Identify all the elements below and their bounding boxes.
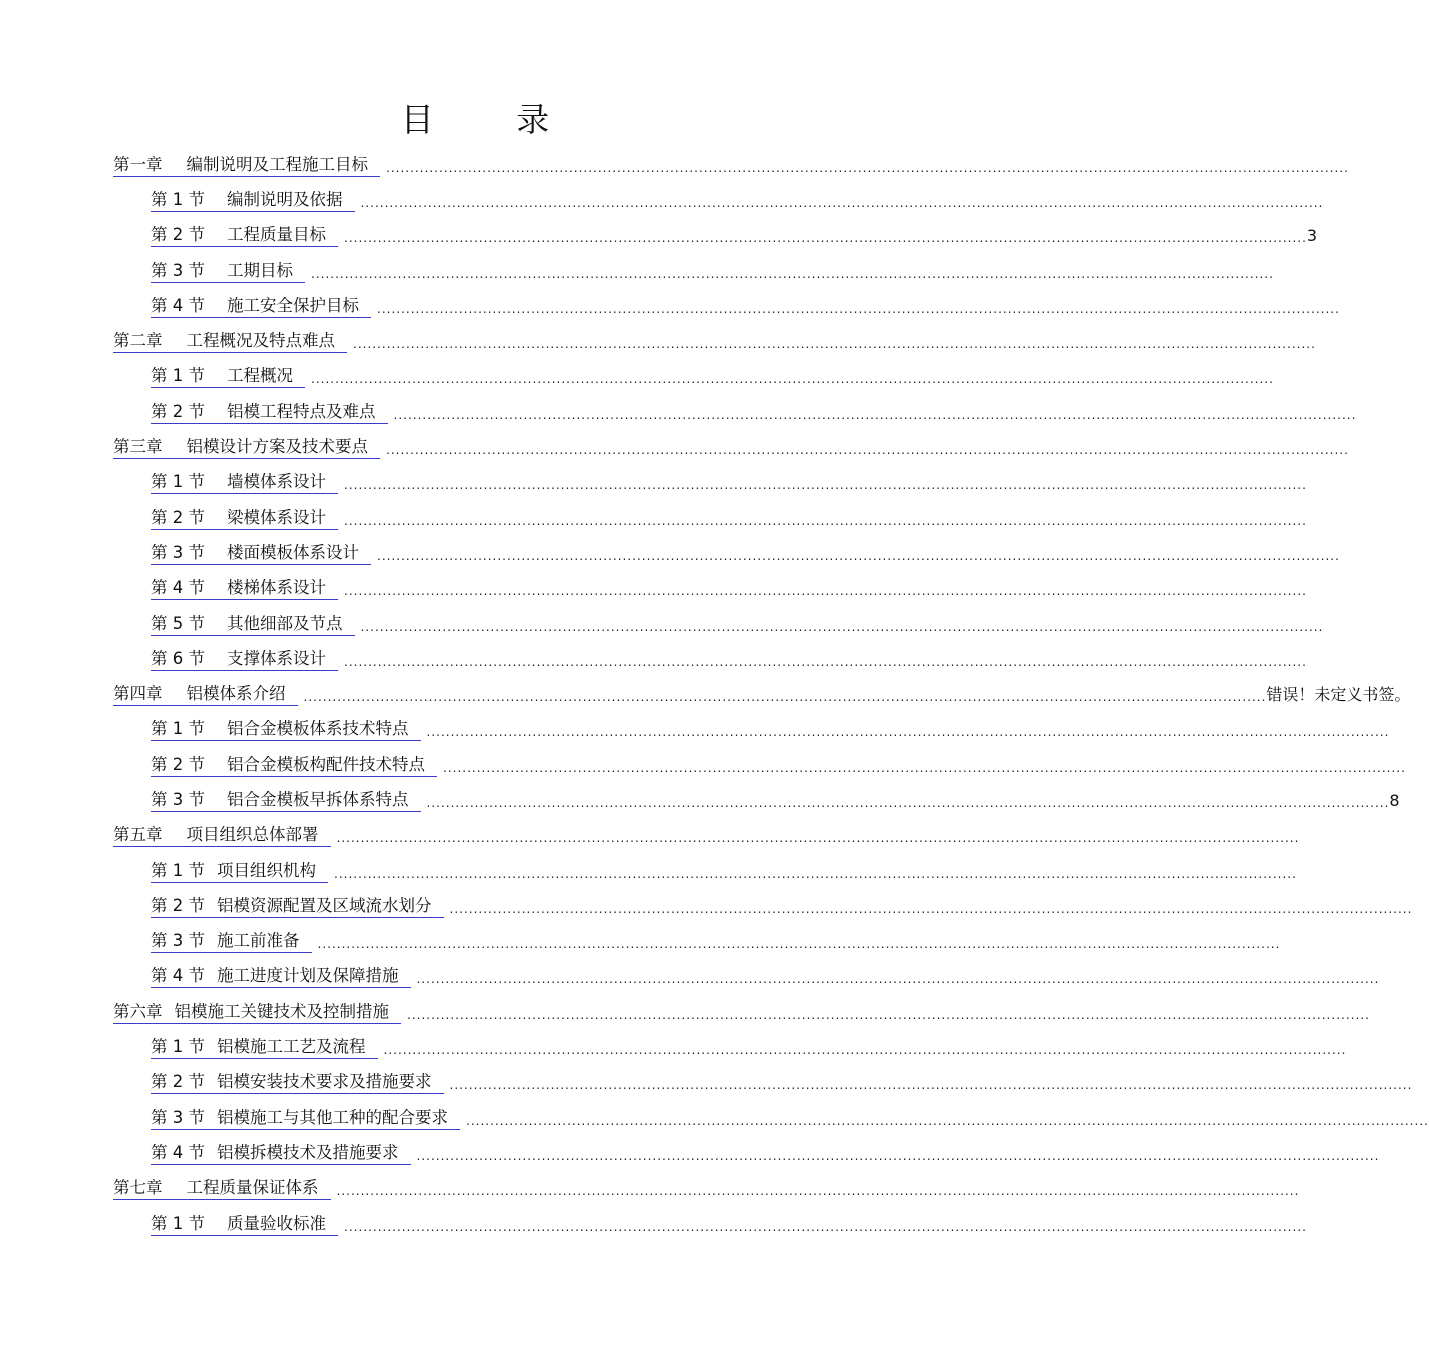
toc-entry-section[interactable] [0,783,1400,818]
toc-entry-number: 第 2 节 [151,507,205,527]
toc-entry-section[interactable] [0,642,1307,677]
toc-entry-number: 第 1 节 [151,189,205,209]
toc-entry-number: 第四章 [113,684,163,704]
dot-leader: ........................................................................................................................................................................................................ [353,337,1316,352]
toc-entry-title: 铝模施工关键技术及控制措施 [174,1001,389,1021]
toc-entry-link[interactable] [113,331,347,353]
toc-entry-number: 第 2 节 [151,754,205,774]
toc-entry-number: 第 3 节 [151,789,205,809]
toc-entry-number: 第 2 节 [151,401,205,421]
toc-entry-link[interactable] [151,261,305,283]
dot-leader: ........................................................................................................................................................................................................ [407,1007,1370,1022]
toc-entry-link[interactable] [113,684,298,706]
toc-page-number: 8 [1389,790,1400,810]
toc-entry-title: 工程质量保证体系 [186,1178,319,1198]
toc-entry-section[interactable] [0,395,1357,430]
dot-leader: ........................................................................................................................................................................................................ [386,443,1349,458]
toc-entry-number: 第二章 [113,331,163,351]
toc-entry-title: 工程质量目标 [227,225,326,245]
toc-entry-link[interactable] [151,614,355,636]
toc-entry-section[interactable] [0,1136,1380,1171]
dot-leader: ........................................................................................................................................................................................................ [426,795,1390,810]
dot-leader: ........................................................................................................................................................................................................ [377,301,1340,316]
toc-entry-link[interactable] [151,896,444,918]
toc-entry-link[interactable] [151,543,371,565]
toc-entry-title: 工期目标 [227,260,293,280]
dot-leader: ........................................................................................................................................................................................................ [426,725,1390,740]
toc-entry-number: 第 1 节 [151,366,205,386]
toc-entry-section[interactable] [0,748,1406,783]
dot-leader: ........................................................................................................................................................................................................ [466,1113,1429,1128]
toc-entry-number: 第 4 节 [151,1142,205,1162]
toc-entry-title: 铝模资源配置及区域流水划分 [217,895,432,915]
dot-leader: ........................................................................................................................................................................................................ [317,937,1281,952]
toc-entry-title: 其他细部及节点 [227,613,343,633]
toc-entry-title: 铝模施工与其他工种的配合要求 [217,1107,448,1127]
dot-leader: ........................................................................................................................................................................................................ [344,231,1307,246]
dot-leader: ........................................................................................................................................................................................................ [344,513,1307,528]
toc-entry-link[interactable] [113,155,380,177]
toc-entry-link[interactable] [113,1178,331,1200]
toc-entry-link[interactable] [151,366,305,388]
toc-entry-chapter[interactable] [0,677,1411,712]
dot-leader: ........................................................................................................................................................................................................ [344,584,1307,599]
toc-entry-section[interactable] [0,960,1380,995]
toc-entry-title: 质量验收标准 [227,1213,326,1233]
toc-entry-chapter[interactable] [0,819,1300,854]
toc-entry-title: 工程概况及特点难点 [186,331,335,351]
toc-entry-section[interactable] [0,501,1307,536]
toc-entry-section[interactable] [0,1207,1307,1242]
dot-leader: ........................................................................................................................................................................................................ [311,372,1274,387]
toc-entry-link[interactable] [151,649,338,671]
toc-entry-chapter[interactable] [0,1172,1300,1207]
toc-entry-link[interactable] [151,1214,338,1236]
toc-entry-title: 铝合金模板体系技术特点 [227,719,409,739]
toc-entry-title: 铝模安装技术要求及措施要求 [217,1072,432,1092]
toc-entry-title: 铝模设计方案及技术要点 [186,437,368,457]
toc-entry-title: 梁模体系设计 [227,507,326,527]
toc-page-number: 错误！未定义书签。 [1266,685,1411,705]
dot-leader: ........................................................................................................................................................................................................ [303,690,1267,705]
dot-leader: ........................................................................................................................................................................................................ [377,548,1340,563]
table-of-contents [0,148,1429,1242]
dot-leader: ........................................................................................................................................................................................................ [449,1078,1413,1093]
toc-entry-section[interactable] [0,219,1318,254]
toc-entry-number: 第六章 [113,1001,163,1021]
toc-entry-section[interactable] [0,289,1340,324]
toc-entry-link[interactable] [113,825,331,847]
page-title: 目 录 [400,100,586,139]
toc-entry-link[interactable] [151,931,312,953]
toc-entry-link[interactable] [151,966,411,988]
toc-entry-number: 第 1 节 [151,1037,205,1057]
toc-entry-link[interactable] [151,472,338,494]
toc-entry-title: 支撑体系设计 [227,648,326,668]
toc-entry-link[interactable] [151,1072,444,1094]
toc-entry-title: 铝合金模板早拆体系特点 [227,789,409,809]
toc-entry-section[interactable] [0,854,1297,889]
toc-entry-link[interactable] [151,190,355,212]
dot-leader: ........................................................................................................................................................................................................ [416,1148,1380,1163]
toc-entry-number: 第 3 节 [151,931,205,951]
toc-entry-link[interactable] [151,1143,411,1165]
toc-entry-title: 工程概况 [227,366,293,386]
dot-leader: ........................................................................................................................................................................................................ [344,478,1307,493]
toc-entry-title: 铝模体系介绍 [186,684,286,704]
toc-entry-section[interactable] [0,536,1340,571]
toc-entry-link[interactable] [151,1108,460,1130]
toc-entry-link[interactable] [151,296,371,318]
toc-entry-link[interactable] [151,719,421,741]
dot-leader: ........................................................................................................................................................................................................ [386,160,1349,175]
dot-leader: ........................................................................................................................................................................................................ [344,654,1307,669]
toc-entry-number: 第五章 [113,825,163,845]
toc-entry-section[interactable] [0,466,1307,501]
toc-entry-title: 项目组织机构 [217,860,316,880]
toc-entry-title: 墙模体系设计 [227,472,326,492]
toc-entry-number: 第 3 节 [151,542,205,562]
toc-entry-number: 第一章 [113,154,163,174]
toc-entry-title: 编制说明及工程施工目标 [186,154,368,174]
dot-leader: ........................................................................................................................................................................................................ [360,619,1324,634]
toc-entry-number: 第 2 节 [151,225,205,245]
toc-entry-number: 第 1 节 [151,719,205,739]
toc-entry-number: 第 6 节 [151,648,205,668]
dot-leader: ........................................................................................................................................................................................................ [383,1043,1347,1058]
dot-leader: ........................................................................................................................................................................................................ [311,266,1274,281]
toc-entry-section[interactable] [0,1066,1413,1101]
toc-entry-section[interactable] [0,1101,1429,1136]
dot-leader: ........................................................................................................................................................................................................ [336,1184,1300,1199]
toc-entry-link[interactable] [151,1037,378,1059]
toc-entry-section[interactable] [0,607,1324,642]
toc-entry-link[interactable] [151,790,421,812]
toc-entry-title: 楼面模板体系设计 [227,542,359,562]
dot-leader: ........................................................................................................................................................................................................ [416,972,1380,987]
toc-entry-number: 第 1 节 [151,1213,205,1233]
toc-entry-title: 楼梯体系设计 [227,578,326,598]
toc-entry-number: 第 4 节 [151,578,205,598]
toc-entry-number: 第 5 节 [151,613,205,633]
dot-leader: ........................................................................................................................................................................................................ [344,1219,1307,1234]
toc-entry-link[interactable] [151,508,338,530]
toc-entry-chapter[interactable] [0,995,1370,1030]
toc-entry-section[interactable] [0,254,1274,289]
dot-leader: ........................................................................................................................................................................................................ [360,195,1324,210]
toc-entry-number: 第 3 节 [151,1107,205,1127]
toc-entry-chapter[interactable] [0,148,1349,183]
toc-entry-number: 第 1 节 [151,860,205,880]
toc-entry-title: 施工安全保护目标 [227,295,359,315]
toc-entry-number: 第三章 [113,437,163,457]
toc-entry-section[interactable] [0,925,1281,960]
toc-entry-section[interactable] [0,713,1390,748]
toc-entry-number: 第 4 节 [151,966,205,986]
toc-entry-title: 铝模施工工艺及流程 [217,1037,366,1057]
toc-entry-section[interactable] [0,889,1413,924]
toc-page-number: 3 [1306,226,1318,246]
toc-entry-link[interactable] [113,1002,401,1024]
toc-entry-section[interactable] [0,360,1274,395]
toc-entry-number: 第 2 节 [151,895,205,915]
dot-leader: ........................................................................................................................................................................................................ [443,760,1406,775]
toc-entry-link[interactable] [151,225,338,247]
toc-entry-title: 铝合金模板构配件技术特点 [227,754,425,774]
toc-entry-section[interactable] [0,1030,1347,1065]
toc-entry-link[interactable] [113,437,380,459]
toc-entry-section[interactable] [0,183,1324,218]
toc-entry-title: 铝模工程特点及难点 [227,401,376,421]
dot-leader: ........................................................................................................................................................................................................ [449,901,1413,916]
toc-entry-chapter[interactable] [0,324,1316,359]
toc-entry-number: 第 2 节 [151,1072,205,1092]
dot-leader: ........................................................................................................................................................................................................ [334,866,1297,881]
toc-entry-number: 第 1 节 [151,472,205,492]
toc-entry-title: 编制说明及依据 [227,189,343,209]
toc-entry-link[interactable] [151,402,388,424]
toc-entry-chapter[interactable] [0,430,1349,465]
toc-entry-title: 项目组织总体部署 [186,825,319,845]
toc-entry-title: 铝模拆模技术及措施要求 [217,1142,399,1162]
toc-entry-link[interactable] [151,861,328,883]
toc-entry-number: 第七章 [113,1178,163,1198]
dot-leader: ........................................................................................................................................................................................................ [393,407,1357,422]
toc-entry-number: 第 4 节 [151,295,205,315]
toc-entry-title: 施工前准备 [217,931,300,951]
toc-entry-title: 施工进度计划及保障措施 [217,966,399,986]
toc-entry-number: 第 3 节 [151,260,205,280]
dot-leader: ........................................................................................................................................................................................................ [336,831,1300,846]
toc-entry-link[interactable] [151,755,437,777]
toc-entry-link[interactable] [151,578,338,600]
toc-entry-section[interactable] [0,572,1307,607]
